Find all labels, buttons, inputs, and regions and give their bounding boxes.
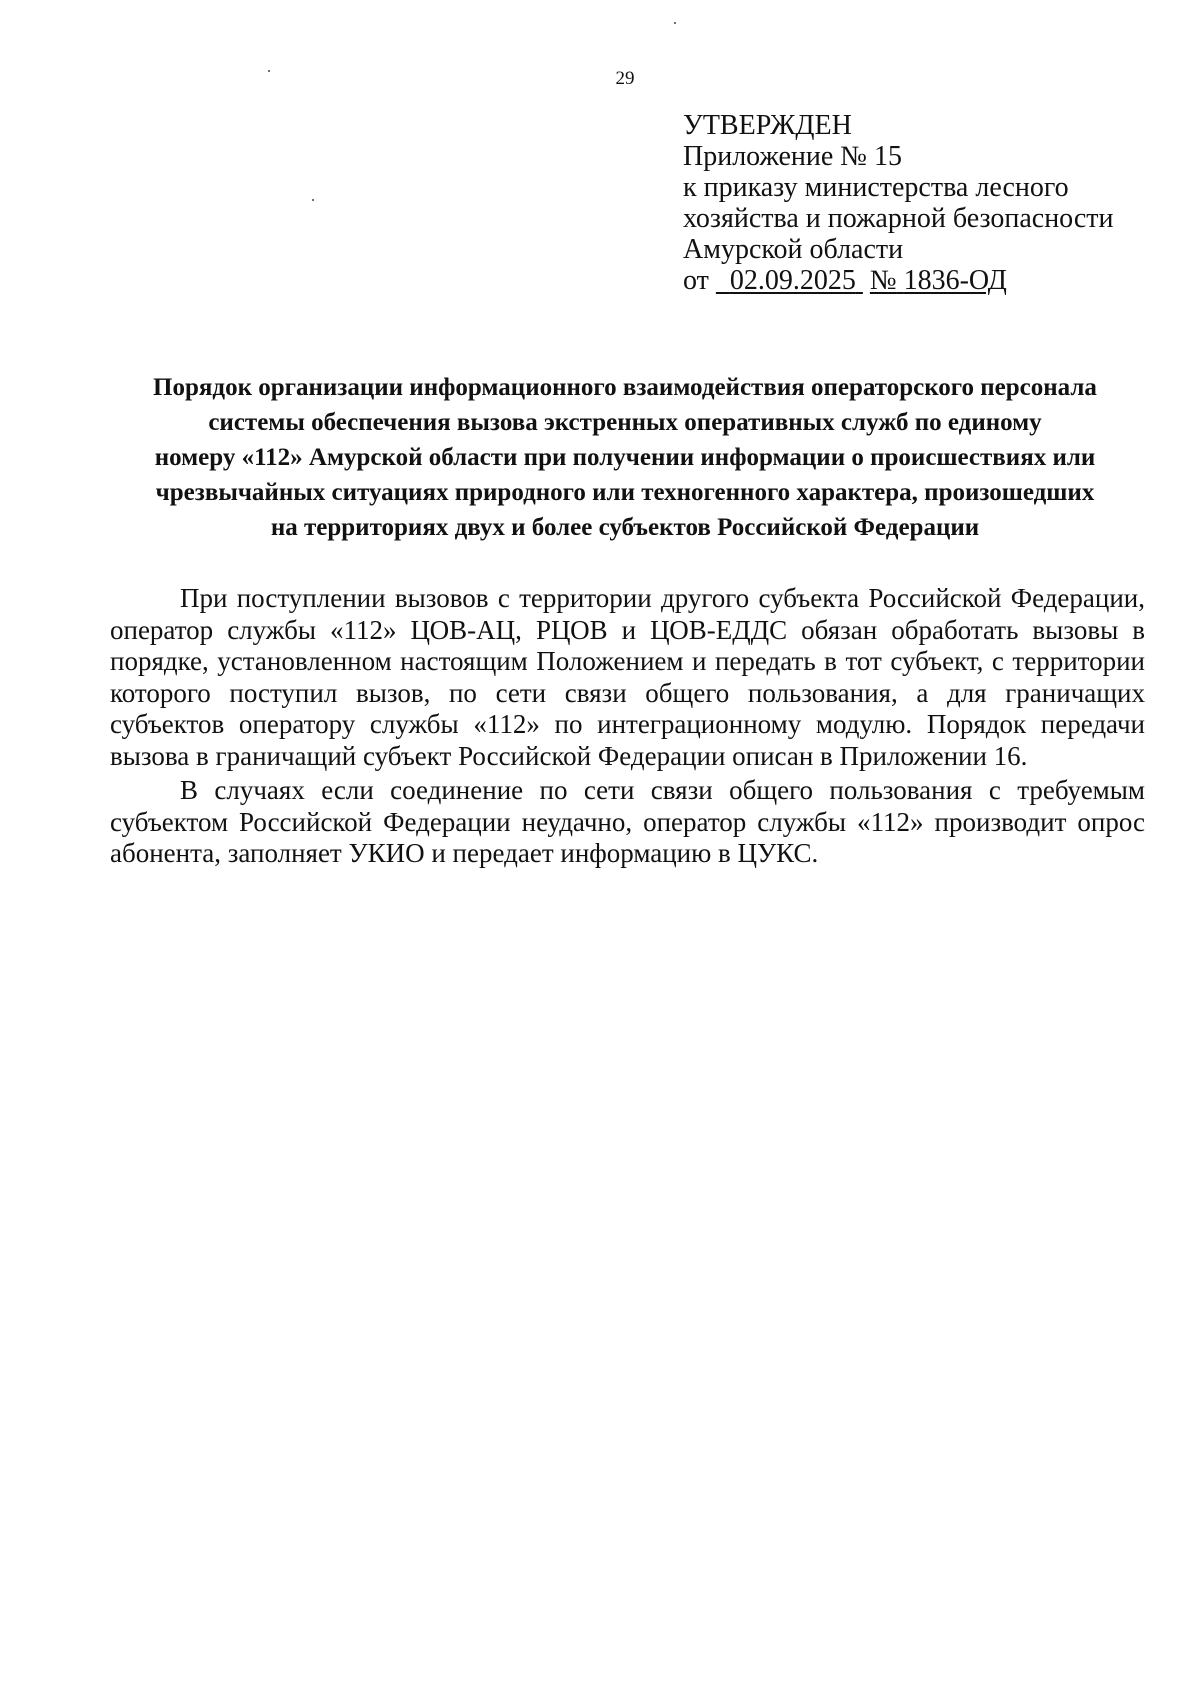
approval-heading: УТВЕРЖДЕН: [683, 110, 852, 141]
title-line: системы обеспечения вызова экстренных оперативных служб по единому: [208, 409, 1042, 436]
scan-speck: [674, 22, 676, 24]
approval-date-prefix: от: [683, 265, 709, 296]
approval-date: 02.09.2025: [729, 265, 856, 296]
document-body: [110, 583, 1145, 873]
scan-speck: [312, 199, 314, 201]
title-line: номеру «112» Амурской области при получении информации о происшествиях или: [154, 444, 1096, 471]
approval-order-line: к приказу министерства лесного: [683, 172, 1069, 203]
document-title: [100, 370, 1150, 545]
approval-appendix: Приложение № 15: [683, 141, 902, 172]
page-number: 29: [615, 68, 635, 89]
title-line: Порядок организации информационного взаимодействия операторского персонала: [153, 374, 1097, 401]
approval-region-line: Амурской области: [683, 234, 904, 265]
approval-number: № 1836-ОД: [869, 265, 1007, 296]
approval-ministry-line: хозяйства и пожарной безопасности: [683, 203, 1114, 234]
title-line: на территориях двух и более субъектов Российской Федерации: [270, 514, 980, 541]
title-line: чрезвычайных ситуациях природного или техногенного характера, произошедших: [155, 479, 1095, 506]
approval-date-line: [683, 265, 1114, 296]
body-paragraph: В случаях если соединение по сети связи общего пользования с требуемым субъектом Российской Федерации неудачно, оператор службы «112» производит опрос абонента, заполняет УКИО и передает информацию в ЦУКС.: [110, 775, 1145, 868]
approval-stamp: [683, 110, 1114, 296]
body-paragraph: При поступлении вызовов с территории другого субъекта Российской Федерации, оператор службы «112» ЦОВ-АЦ, РЦОВ и ЦОВ-ЕДДС обязан обработать вызовы в порядке, установленном настоящим Положением и передать в тот субъект, с территории которого поступил вызов, по сети связи общего пользования, а для граничащих субъектов оператору службы «112» по интеграционному модулю. Порядок передачи вызова в граничащий субъект Российской Федерации описан в Приложении 16.: [110, 583, 1145, 771]
